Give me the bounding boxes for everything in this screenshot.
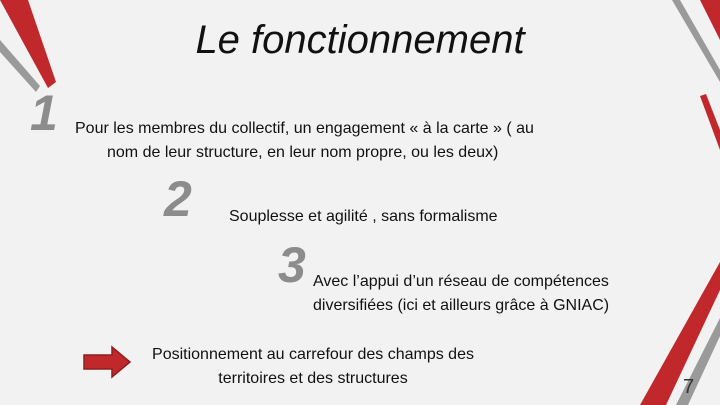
point-text-2 [229,205,609,229]
conclusion-line-2: territoires et des structures [218,370,408,387]
point-1-line-2: nom de leur structure, en leur nom propre, ou les deux) [107,144,499,161]
page-number: 7 [683,376,695,398]
point-3-line-1: Avec l’appui d’un réseau de compétences [313,273,609,290]
point-number-3: 3 [278,237,306,293]
conclusion-line-1: Positionnement au carrefour des champs des [152,346,474,363]
point-3-line-2: diversifiées (ici et ailleurs grâce à GNIAC) [313,297,610,314]
conclusion-text [118,343,508,391]
point-text-1 [75,117,635,165]
point-1-line-1: Pour les membres du collectif, un engagement « à la carte » ( au [75,120,534,137]
point-number-2: 2 [164,171,192,227]
ribbon-right-red [700,94,720,150]
point-2-line-1: Souplesse et agilité , sans formalisme [229,208,498,225]
point-number-1: 1 [30,85,58,141]
slide-title: Le fonctionnement [195,18,525,62]
point-text-3 [313,270,693,318]
